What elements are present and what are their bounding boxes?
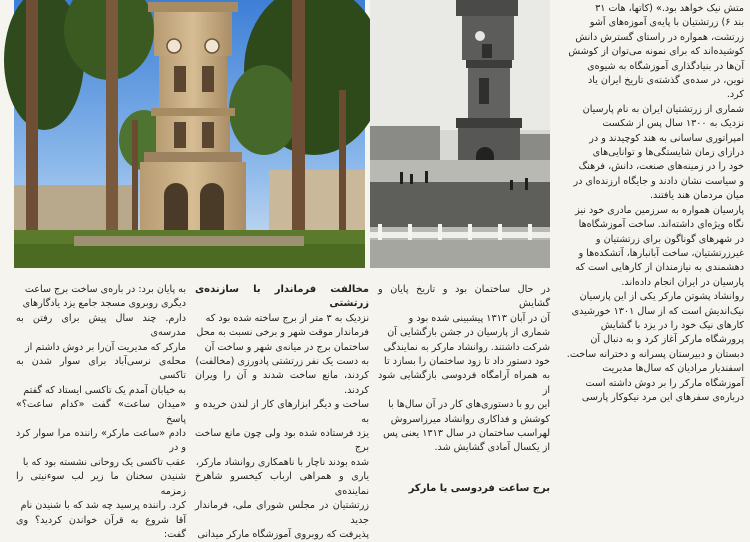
text-line: «میدان ساعت» گفت «کدام ساعت؟» پاسخ <box>16 398 186 427</box>
text-line: نوین، در سده‌ی گذشته‌ی تاریخ ایران یاد <box>558 74 744 88</box>
text-line: کارهای نیک خود را در یزد با گشایش <box>558 319 744 333</box>
text-line: نزدیک به ۳ متر از برج ساخته شده بود که <box>195 312 369 326</box>
text-line: میان مردمان هند یافتند. <box>558 189 744 203</box>
text-line: کوشیده‌اند که برای نمونه می‌توان از کوشش <box>558 45 744 59</box>
text-line: دارم. چند سال پیش برای رفتن به مدرسه‌ی <box>16 312 186 341</box>
text-line: به خیابان آمدم یک تاکسی ایستاد که گفتم <box>16 384 186 398</box>
text-line: پارسیان همواره به سرزمین مادری خود نیز <box>558 204 744 218</box>
article-column-3 <box>195 283 369 500</box>
text-line: از یکسال آمادی گشایش شد. <box>378 441 550 455</box>
text-line: یاری و همراهی ارباب کیخسرو شاهرخ نماینده‌ی <box>195 470 369 499</box>
article-column-4 <box>378 283 550 483</box>
text-line: به پایان برد: در باره‌ی ساخت برج ساعت <box>16 283 186 297</box>
text-line: در شهرهای گوناگون برای زرتشتیان و <box>558 233 744 247</box>
text-line: به همراه آرامگاه فردوسی بازگشایی شود از <box>378 369 550 398</box>
text-line: درباره‌ی سفرهای این مرد نیکوکار پارسی <box>558 391 744 405</box>
text-line: این رو با دستوری‌های کار در آن سال‌ها با <box>378 398 550 412</box>
text-line: در حال ساختمان بود و تاریخ پایان و گشایش <box>378 283 550 312</box>
text-line: نگاه ویژه‌ای داشته‌اند. ساخت آموزشگاه‌ها <box>558 218 744 232</box>
text-line: شنیدن سخنان ما زیر لب سوءنیتی را زمزمه <box>16 470 186 499</box>
text-line: نیک‌اندیش است که از سال ۱۳۰۱ خورشیدی <box>558 305 744 319</box>
text-line: آن در آبان ۱۳۱۳ پیشبینی شده بود و <box>378 312 550 326</box>
text-line: یزد فرستاده شده بود ولی چون مانع ساخت برج <box>195 427 369 456</box>
text-line: شماری از پارسیان در جشن بازگشایی آن <box>378 326 550 340</box>
text-line: شماری از زرتشتیان ایران به نام پارسیان <box>558 103 744 117</box>
text-line: متش نیک خواهد بود.» (کاتها، هات ۳۱ <box>558 2 744 16</box>
text-line: مارکر که مدیریت آن‌را بر دوش داشتم از <box>16 341 186 355</box>
text-line: ساختمان برج در میانه‌ی شهر و ساخت آن <box>195 341 369 355</box>
text-line: کرد. <box>558 88 744 102</box>
text-line: درازای زمان شایستگی‌ها و توانایی‌های <box>558 146 744 160</box>
text-line: خود را در زمینه‌های صنعت، دانش، فرهنگ <box>558 160 744 174</box>
text-line: غیرزرتشتیان، ساخت آبانبارها، آتشکده‌ها و <box>558 247 744 261</box>
text-line: روانشاد پشوتن مارکر یکی از این پارسیان <box>558 290 744 304</box>
text-line: شرکت داشتند. روانشاد مارکر به نمایندگی <box>378 341 550 355</box>
text-line: آن‌ها در بنیادگذاری آموزشگاه به شیوه‌ی <box>558 60 744 74</box>
text-line: پذیرفت که روبروی آموزشگاه مارکر میدانی <box>195 528 369 542</box>
text-line: لهراسب ساختمان در سال ۱۳۱۳ یعنی پس <box>378 427 550 441</box>
text-line: دادم «ساعت مارکر» راننده مرا سوار کرد و در <box>16 427 186 456</box>
text-line: آقا شروع به قرآن خواندن کردید؟ وی گفت: <box>16 514 186 542</box>
text-line: شده بودند ناچار با ناهمکاری روانشاد مارکر، <box>195 456 369 470</box>
text-line: و سیاست نشان دادند و جایگاه ارزنده‌ای در <box>558 175 744 189</box>
text-line: زرتشت، همواره در راستای گسترش دانش <box>558 31 744 45</box>
clock-tower-bw-illustration <box>370 0 550 268</box>
text-line: به دست یک نفر زرتشتی پادورزی (مخالفت) <box>195 355 369 369</box>
text-line: اسفندیار مرادیان که سال‌ها مدیریت <box>558 362 744 376</box>
text-line: آموزشگاه مارکر را بر دوش داشته است <box>558 377 744 391</box>
text-line: کرد. راننده پرسید چه شد که با شنیدن نام <box>16 499 186 513</box>
text-line: ساخت و دیگر ابزارهای کار از لندن خریده و به <box>195 398 369 427</box>
text-line: فرماندار موقت شهر و برخی نسبت به محل <box>195 326 369 340</box>
text-line: محله‌ی نرسی‌آباد برای سوار شدن به تاکسی <box>16 355 186 384</box>
article-column-2 <box>16 283 186 500</box>
text-line: پارسیان در ایران انجام داده‌اند. <box>558 276 744 290</box>
clock-tower-color-illustration <box>14 0 365 268</box>
text-line: دیگری روبروی مسجد جامع یزد یادگارهای <box>16 297 186 311</box>
clock-tower-color-photo <box>14 0 365 268</box>
text-line: کردند، مانع ساخت شدند و آن را ویران کردند. <box>195 369 369 398</box>
text-line: امپراتوری ساسانی به هند کوچیدند و در <box>558 132 744 146</box>
text-line: دبستان و دبیرستان پسرانه و دخترانه ساخت. <box>558 348 744 362</box>
text-line: خود دستور داد تا زود ساختمان را بسازد تا <box>378 355 550 369</box>
clock-tower-bw-photo <box>370 0 550 268</box>
article-column-right <box>558 2 744 500</box>
section-heading: مخالفت فرماندار با سازنده‌ی زرتشتی <box>195 283 369 312</box>
text-line: دهشمندی به نیازمندان از کارهایی است که <box>558 261 744 275</box>
text-line: کوشش و فداکاری روانشاد میرزاسروش <box>378 413 550 427</box>
text-line: پرورشگاه مارکر آغاز کرد و به دنبال آن <box>558 333 744 347</box>
text-line: عقب تاکسی یک روحانی نشسته بود که با <box>16 456 186 470</box>
text-line: بند ۶) زرتشتیان با پایه‌ی آموزه‌های اَشو <box>558 16 744 30</box>
text-line: نزدیک به ۱۳۰۰ سال پس از شکست <box>558 117 744 131</box>
text-line: زرتشتیان در مجلس شورای ملی، فرماندار جدید <box>195 499 369 528</box>
subheading-fardowsi-clock-tower: برج ساعت فردوسی یا مارکر <box>378 482 550 496</box>
